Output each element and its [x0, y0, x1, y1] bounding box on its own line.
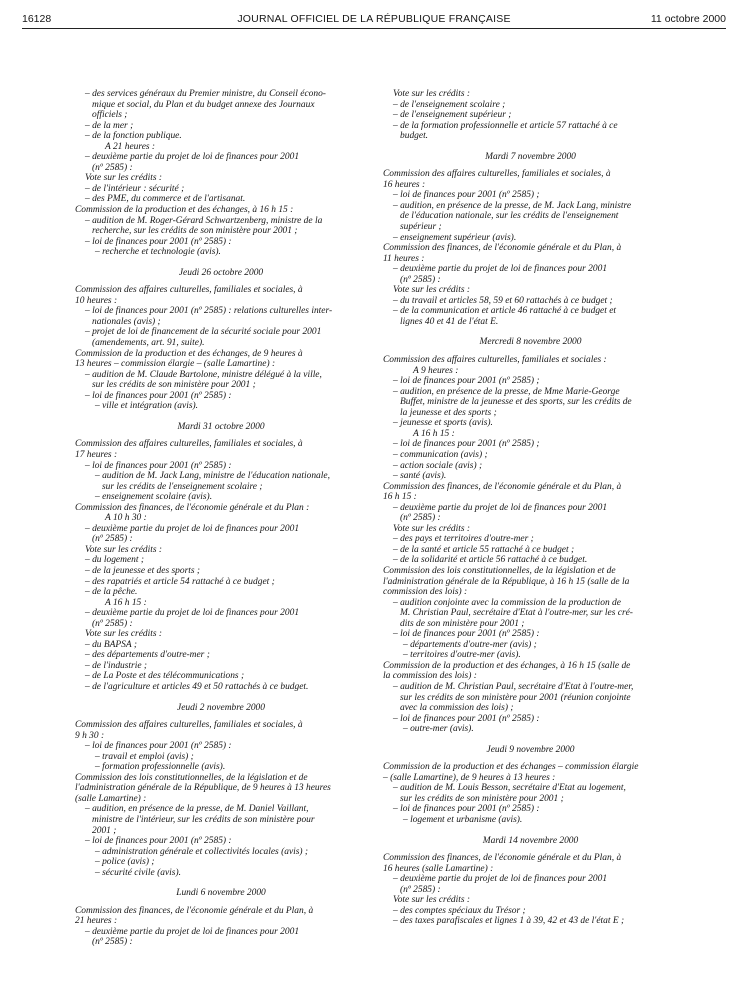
text-line: – loi de finances pour 2001 (nº 2585) : — [85, 460, 232, 471]
text-line: A 10 h 30 : — [105, 513, 147, 524]
text-line: A 9 heures : — [413, 365, 459, 376]
text-line: – de l'intérieur : sécurité ; — [85, 183, 185, 194]
text-line: – action sociale (avis) ; — [393, 460, 483, 471]
text-line: – loi de finances pour 2001 (nº 2585) : — [393, 629, 540, 640]
text-line: – loi de finances pour 2001 (nº 2585) ; — [393, 376, 540, 387]
text-line: l'administration générale de la République, à 16 h 15 (salle de la — [383, 576, 630, 587]
text-line: – de la formation professionnelle et article 57 rattaché à ce — [393, 120, 618, 131]
text-line: commission des lois) : — [383, 587, 468, 598]
text-line: (nº 2585) : — [400, 884, 441, 895]
text-line: officiels ; — [92, 110, 128, 121]
text-line: – audition de M. Roger-Gérard Schwartzenberg, ministre de la — [85, 215, 323, 226]
text-line: Vote sur les crédits : — [393, 895, 471, 906]
text-line: – audition, en présence de la presse, de M. Daniel Vaillant, — [85, 804, 309, 815]
text-line: Vote sur les crédits : — [85, 544, 163, 555]
text-line: – deuxième partie du projet de loi de finances pour 2001 — [393, 874, 608, 885]
text-line: Commission des affaires culturelles, familiales et sociales, à — [75, 439, 303, 450]
text-line: – de La Poste et des télécommunications ; — [85, 671, 245, 682]
text-line: – de la mer ; — [85, 120, 134, 131]
text-line: – départements d'outre-mer (avis) ; — [403, 639, 537, 650]
text-line: 10 heures : — [75, 295, 118, 306]
text-line: budget. — [400, 131, 429, 142]
text-line: sur les crédits de son ministère pour 2001 ; — [92, 380, 256, 391]
text-line: sur les crédits de l'enseignement scolaire ; — [102, 481, 263, 492]
date-heading: Mardi 7 novembre 2000 — [485, 151, 576, 162]
text-line: – de la santé et article 55 rattaché à ce budget ; — [393, 544, 575, 555]
text-line: – sécurité civile (avis). — [95, 867, 181, 878]
text-line: Commission des finances, de l'économie générale et du Plan : — [75, 502, 310, 513]
text-line: – des départements d'outre-mer ; — [85, 650, 210, 661]
text-line: la jeunesse et des sports ; — [400, 407, 497, 418]
text-line: 9 h 30 : — [75, 730, 105, 741]
text-line: A 21 heures : — [105, 141, 156, 152]
text-line: (nº 2585) : — [92, 618, 133, 629]
text-line: – loi de finances pour 2001 (nº 2585) : — [85, 236, 232, 247]
text-line: Buffet, ministre de la jeunesse et des sports, sur les crédits de — [400, 397, 632, 408]
text-line: 2001 ; — [92, 825, 117, 836]
text-line: (nº 2585) : — [92, 937, 133, 948]
text-line: – de l'agriculture et articles 49 et 50 rattachés à ce budget. — [85, 681, 309, 692]
header-rule — [22, 28, 726, 29]
text-line: – des comptes spéciaux du Trésor ; — [393, 905, 526, 916]
date-heading: Jeudi 9 novembre 2000 — [486, 744, 575, 755]
date-heading: Mardi 31 octobre 2000 — [177, 421, 265, 432]
text-line: – communication (avis) ; — [393, 449, 488, 460]
text-line: Commission des affaires culturelles, familiales et sociales, à — [75, 720, 303, 731]
text-line: – travail et emploi (avis) ; — [95, 751, 194, 762]
text-line: – de l'industrie ; — [85, 660, 148, 671]
text-line: Vote sur les crédits : — [393, 523, 471, 534]
text-line: – audition de M. Louis Besson, secrétaire d'Etat au logement, — [393, 783, 626, 794]
text-line: Commission des lois constitutionnelles, de la législation et de — [383, 565, 616, 576]
page-number: 16128 — [22, 13, 52, 25]
text-line: – de la jeunesse et des sports ; — [85, 565, 201, 576]
text-line: – deuxième partie du projet de loi de finances pour 2001 — [393, 264, 608, 275]
text-line: – enseignement supérieur (avis). — [393, 232, 517, 243]
text-line: – des services généraux du Premier ministre, du Conseil écono- — [85, 89, 326, 99]
text-line: – deuxième partie du projet de loi de finances pour 2001 — [85, 523, 300, 534]
text-line: la commission des lois) : — [383, 671, 477, 682]
text-line: 17 heures : — [75, 449, 118, 460]
text-line: – recherche et technologie (avis). — [95, 247, 221, 258]
text-line: – deuxième partie du projet de loi de finances pour 2001 — [85, 926, 300, 937]
text-line: Vote sur les crédits : — [85, 173, 163, 184]
text-line: – du logement ; — [85, 555, 144, 566]
text-line: – audition, en présence de la presse, de M. Jack Lang, ministre — [393, 200, 632, 211]
text-line: recherche, sur les crédits de son ministère pour 2001 ; — [92, 226, 298, 237]
right-column — [383, 89, 678, 927]
text-line: mique et social, du Plan et du budget annexe des Journaux — [92, 99, 315, 110]
text-line: – outre-mer (avis). — [403, 724, 474, 735]
text-line: Commission des finances, de l'économie générale et du Plan, à — [75, 905, 314, 916]
text-line: – loi de finances pour 2001 (nº 2585) ; — [393, 190, 540, 201]
text-line: Commission des affaires culturelles, familiales et sociales, à — [75, 285, 303, 296]
text-line: – loi de finances pour 2001 (nº 2585) ; — [393, 439, 540, 450]
text-line: – audition de M. Christian Paul, secrétaire d'Etat à l'outre-mer, — [393, 681, 634, 692]
text-line: – de la fonction publique. — [85, 131, 182, 142]
text-line: – deuxième partie du projet de loi de finances pour 2001 — [85, 608, 300, 619]
text-line: – santé (avis). — [393, 471, 447, 482]
text-line: Vote sur les crédits : — [393, 89, 471, 99]
text-line: ministre de l'intérieur, sur les crédits de son ministère pour — [92, 815, 315, 825]
text-line: lignes 40 et 41 de l'état E. — [400, 316, 499, 327]
text-line: l'administration générale de la République, de 9 heures à 13 heures — [75, 783, 331, 794]
text-line: Vote sur les crédits : — [393, 285, 471, 296]
text-line: sur les crédits de son ministère pour 2001 (réunion conjointe — [400, 692, 631, 703]
text-line: 16 heures : — [383, 179, 426, 190]
text-line: 21 heures : — [75, 916, 118, 927]
date-heading: Lundi 6 novembre 2000 — [176, 888, 266, 899]
text-line: (nº 2585) : — [400, 274, 441, 285]
text-line: – loi de finances pour 2001 (nº 2585) : — [393, 713, 540, 724]
text-line: – de l'enseignement scolaire ; — [393, 99, 506, 110]
text-line: – du BAPSA ; — [85, 639, 137, 650]
text-line: – audition conjointe avec la commission de la production de — [393, 597, 621, 608]
text-line: – des rapatriés et article 54 rattaché à ce budget ; — [85, 576, 275, 587]
text-line: sur les crédits de son ministère pour 2001 ; — [400, 793, 564, 804]
text-line: – deuxième partie du projet de loi de finances pour 2001 — [393, 502, 608, 513]
text-line: Commission de la production et des échanges – commission élargie — [383, 762, 639, 773]
date-heading: Mercredi 8 novembre 2000 — [479, 337, 582, 348]
text-line: (salle Lamartine) : — [75, 793, 147, 804]
text-line: Commission de la production et des échanges, à 16 h 15 : — [75, 205, 294, 216]
text-line: – (salle Lamartine), de 9 heures à 13 heures : — [383, 772, 556, 783]
text-line: – des pays et territoires d'outre-mer ; — [393, 534, 534, 545]
text-line: 16 h 15 : — [383, 492, 417, 503]
text-line: A 16 h 15 : — [413, 428, 455, 439]
text-line: – de l'enseignement supérieur ; — [393, 110, 512, 121]
left-column — [75, 89, 367, 948]
date-heading: Jeudi 2 novembre 2000 — [177, 702, 265, 713]
text-line: – police (avis) ; — [95, 857, 155, 868]
text-line: nationales (avis) ; — [92, 316, 161, 327]
text-line: de l'éducation nationale, sur les crédits de l'enseignement — [400, 211, 619, 222]
text-line: – ville et intégration (avis). — [95, 401, 199, 412]
text-line: – audition de M. Claude Bartolone, ministre délégué à la ville, — [85, 369, 322, 380]
text-line: Commission de la production et des échanges, à 16 h 15 (salle de — [383, 660, 631, 671]
text-line: (nº 2585) : — [92, 162, 133, 173]
text-line: – audition de M. Jack Lang, ministre de l'éducation nationale, — [95, 471, 330, 482]
text-line: (nº 2585) : — [92, 534, 133, 545]
text-line: 16 heures (salle Lamartine) : — [383, 863, 494, 874]
text-line: Commission des finances, de l'économie générale et du Plan, à — [383, 243, 622, 254]
text-line: Commission des lois constitutionnelles, de la législation et de — [75, 772, 308, 783]
text-line: – loi de finances pour 2001 (nº 2585) : — [85, 836, 232, 847]
text-line: – projet de loi de financement de la sécurité sociale pour 2001 — [85, 327, 322, 338]
text-line: – deuxième partie du projet de loi de finances pour 2001 — [85, 152, 300, 163]
text-line: – du travail et articles 58, 59 et 60 rattachés à ce budget ; — [393, 295, 613, 306]
text-line: – enseignement scolaire (avis). — [95, 492, 213, 503]
text-line: 11 heures : — [383, 253, 425, 264]
text-line: – territoires d'outre-mer (avis). — [403, 650, 521, 661]
date-heading: Jeudi 26 octobre 2000 — [178, 267, 264, 278]
text-line: – de la pêche. — [85, 587, 138, 598]
text-line: – des PME, du commerce et de l'artisanat. — [85, 194, 246, 205]
text-line: supérieur ; — [400, 222, 442, 233]
text-line: – de la communication et article 46 rattaché à ce budget et — [393, 306, 617, 317]
text-line: – formation professionnelle (avis). — [95, 762, 226, 773]
text-line: – de la solidarité et article 56 rattaché à ce budget. — [393, 555, 588, 566]
text-line: – loi de finances pour 2001 (nº 2585) : relations culturelles inter- — [85, 306, 333, 317]
date-heading: Mardi 14 novembre 2000 — [482, 835, 579, 846]
text-line: – jeunesse et sports (avis). — [393, 418, 493, 429]
page-header — [22, 11, 726, 27]
issue-date: 11 octobre 2000 — [650, 13, 726, 25]
text-line: Commission de la production et des échanges, de 9 heures à — [75, 348, 303, 359]
text-line: – audition, en présence de la presse, de Mme Marie-George — [393, 386, 620, 397]
journal-title: JOURNAL OFFICIEL DE LA RÉPUBLIQUE FRANÇAISE — [237, 13, 511, 25]
text-line: – logement et urbanisme (avis). — [403, 815, 523, 825]
text-line: Commission des affaires culturelles, familiales et sociales, à — [383, 169, 611, 180]
text-line: avec la commission des lois) ; — [400, 703, 514, 714]
text-line: A 16 h 15 : — [105, 597, 147, 608]
text-line: – loi de finances pour 2001 (nº 2585) : — [85, 390, 232, 401]
text-line: – loi de finances pour 2001 (nº 2585) : — [85, 741, 232, 752]
text-line: M. Christian Paul, secrétaire d'Etat à l'outre-mer, sur les cré- — [400, 608, 633, 619]
text-line: 13 heures – commission élargie – (salle Lamartine) : — [75, 359, 276, 370]
text-line: – administration générale et collectivités locales (avis) ; — [95, 846, 309, 857]
text-line: dits de son ministère pour 2001 ; — [400, 618, 525, 629]
text-line: – loi de finances pour 2001 (nº 2585) : — [393, 804, 540, 815]
text-line: (amendements, art. 91, suite). — [92, 338, 205, 349]
text-line: Commission des affaires culturelles, familiales et sociales : — [383, 355, 607, 366]
text-line: – des taxes parafiscales et lignes 1 à 39, 42 et 43 de l'état E ; — [393, 916, 625, 927]
text-line: Commission des finances, de l'économie générale et du Plan, à — [383, 853, 622, 864]
text-line: Commission des finances, de l'économie générale et du Plan, à — [383, 481, 622, 492]
text-line: (nº 2585) : — [400, 513, 441, 524]
text-line: Vote sur les crédits : — [85, 629, 163, 640]
